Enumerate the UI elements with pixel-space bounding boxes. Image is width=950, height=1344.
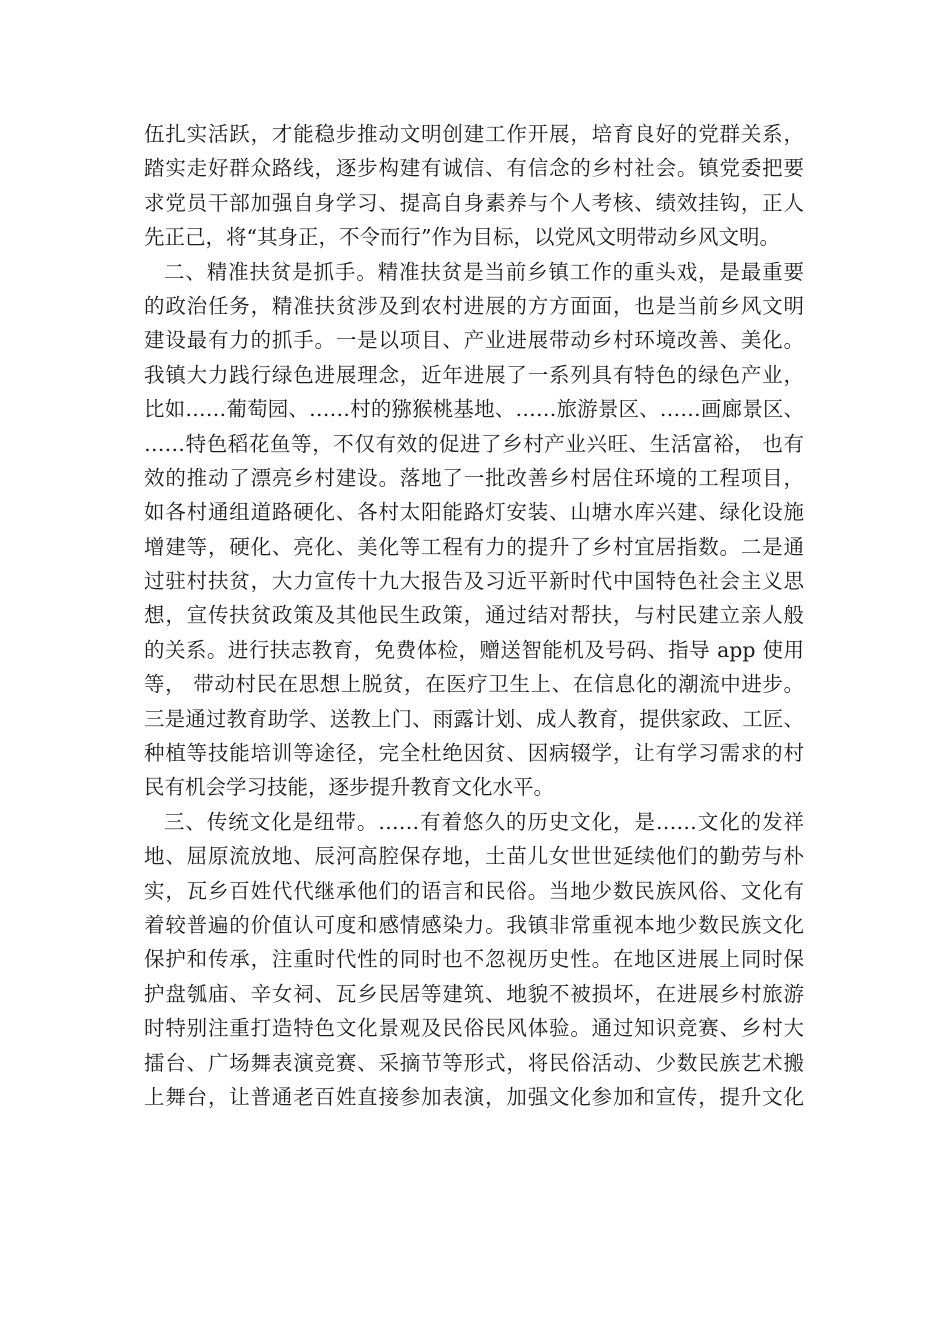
text-line: 建设最有力的抓手。一是以项目、产业进展带动乡村环境改善、美化。: [144, 328, 804, 353]
text-line: 的关系。进行扶志教育，免费体检，赠送智能机及号码、指导 app 使用: [144, 637, 804, 662]
text-line: 踏实走好群众路线，逐步构建有诚信、有信念的乡村社会。镇党委把要: [144, 156, 804, 181]
text-line: 增建等，硬化、亮化、美化等工程有力的提升了乡村宜居指数。二是通: [144, 534, 804, 559]
text-line: 比如……葡萄园、……村的猕猴桃基地、……旅游景区、……画廊景区、: [144, 397, 804, 422]
text-line: 想，宣传扶贫政策及其他民生政策，通过结对帮扶，与村民建立亲人般: [144, 603, 804, 628]
text-line: 的政治任务，精准扶贫涉及到农村进展的方方面面，也是当前乡风文明: [144, 293, 804, 318]
text-line: 地、屈原流放地、辰河高腔保存地，土苗儿女世世延续他们的勤劳与朴: [144, 844, 804, 869]
text-line: 擂台、广场舞表演竞赛、采摘节等形式，将民俗活动、少数民族艺术搬: [144, 1050, 804, 1075]
text-line: 保护和传承，注重时代性的同时也不忽视历史性。在地区进展上同时保: [144, 947, 804, 972]
text-line: 着较普遍的价值认可度和感情感染力。我镇非常重视本地少数民族文化: [144, 912, 804, 937]
text-line: 如各村通组道路硬化、各村太阳能路灯安装、山塘水库兴建、绿化设施: [144, 500, 804, 525]
text-line: 效的推动了漂亮乡村建设。落地了一批改善乡村居住环境的工程项目，: [144, 465, 804, 490]
text-line: 种植等技能培训等途径，完全杜绝因贫、因病辍学，让有学习需求的村: [144, 741, 804, 766]
text-line: 我镇大力践行绿色进展理念，近年进展了一系列具有特色的绿色产业，: [144, 362, 804, 387]
text-line: 三是通过教育助学、送教上门、雨露计划、成人教育，提供家政、工匠、: [144, 706, 804, 731]
text-line: 上舞台，让普通老百姓直接参加表演，加强文化参加和宣传，提升文化: [144, 1084, 804, 1109]
text-line: 先正己，将“其身正，不令而行”作为目标，以党风文明带动乡风文明。: [144, 225, 780, 250]
text-line: 时特别注重打造特色文化景观及民俗民风体验。通过知识竞赛、乡村大: [144, 1016, 804, 1041]
text-line: ……特色稻花鱼等，不仅有效的促进了乡村产业兴旺、生活富裕， 也有: [144, 431, 804, 456]
section-heading-line: 二、精准扶贫是抓手。精准扶贫是当前乡镇工作的重头戏，是最重要: [164, 259, 804, 284]
text-line: 等， 带动村民在思想上脱贫，在医疗卫生上、在信息化的潮流中进步。: [144, 672, 804, 697]
text-line: 伍扎实活跃，才能稳步推动文明创建工作开展，培育良好的党群关系，: [144, 122, 804, 146]
text-line: 求党员干部加强自身学习、提高自身素养与个人考核、绩效挂钩，正人: [144, 190, 804, 215]
section-heading-line: 三、传统文化是纽带。……有着悠久的历史文化，是……文化的发祥: [164, 809, 804, 834]
text-line: 护盘瓠庙、辛女祠、瓦乡民居等建筑、地貌不被损坏，在进展乡村旅游: [144, 981, 804, 1006]
text-line: 过驻村扶贫，大力宣传十九大报告及习近平新时代中国特色社会主义思: [144, 569, 804, 594]
text-line: 民有机会学习技能，逐步提升教育文化水平。: [144, 775, 554, 800]
body-text: [144, 117, 804, 1114]
text-line: 实，瓦乡百姓代代继承他们的语言和民俗。当地少数民族风俗、文化有: [144, 878, 804, 903]
